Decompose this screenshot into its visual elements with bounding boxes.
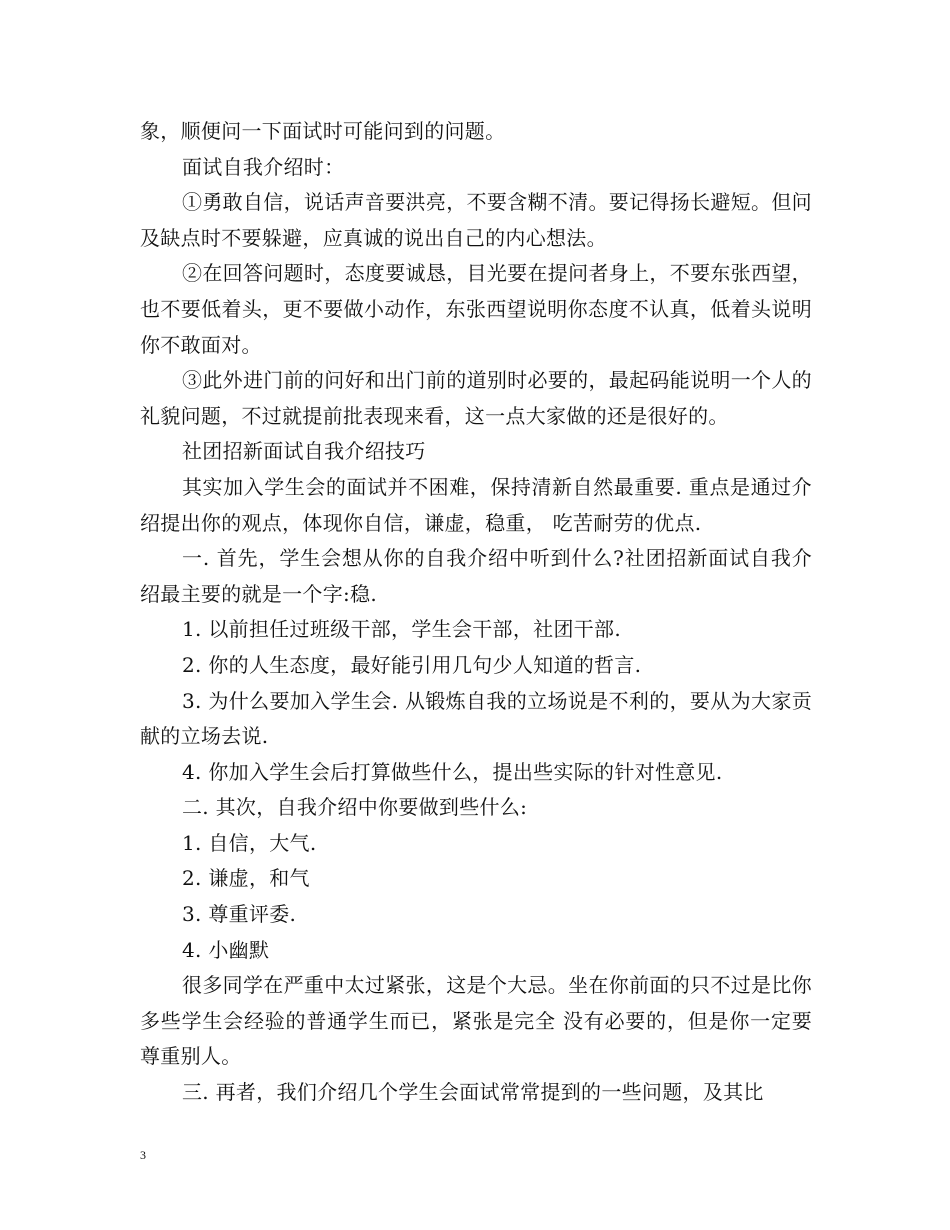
list-item: 3. 尊重评委. — [182, 902, 297, 927]
paragraph-point-2: ②在回答问题时，态度要诚恳，目光要在提问者身上，不要东张西望，也不要低着头，更不要做小动作，东张西望说明你态度不认真，低着头说明你不敢面对。 — [140, 261, 812, 357]
section-heading-tips: 社团招新面试自我介绍技巧 — [182, 439, 426, 464]
list-item: 1. 自信，大气. — [182, 830, 317, 855]
paragraph-heading-self-intro: 面试自我介绍时： — [182, 154, 345, 179]
list-item: 2. 你的人生态度，最好能引用几句少人知道的哲言. — [182, 652, 642, 677]
list-item: 1. 以前担任过班级干部，学生会干部，社团干部. — [182, 617, 621, 642]
list-item: 3. 为什么要加入学生会. 从锻炼自我的立场说是不利的，要从为大家贡献的立场去说. — [140, 688, 812, 749]
list-item: 2. 谦虚，和气 — [182, 866, 310, 891]
paragraph-intro: 其实加入学生会的面试并不困难，保持清新自然最重要. 重点是通过介绍提出你的观点，体现你自信，谦虚，稳重， 吃苦耐劳的优点. — [140, 474, 812, 535]
paragraph-section-one: 一. 首先，学生会想从你的自我介绍中听到什么?社团招新面试自我介绍最主要的就是一个字:稳. — [140, 546, 812, 606]
paragraph-continuation: 象，顺便问一下面试时可能问到的问题。 — [140, 119, 506, 143]
paragraph-point-1: ①勇敢自信，说话声音要洪亮，不要含糊不清。要记得扬长避短。但问及缺点时不要躲避，应真诚的说出自己的内心想法。 — [140, 190, 812, 250]
paragraph-advice: 很多同学在严重中太过紧张，这是个大忌。坐在你前面的只不过是比你多些学生会经验的普通学生而已，紧张是完全 没有必要的，但是你一定要尊重别人。 — [140, 973, 812, 1069]
list-item: 4. 你加入学生会后打算做些什么，提出些实际的针对性意见. — [182, 759, 723, 784]
list-item: 4. 小幽默 — [182, 937, 270, 962]
paragraph-section-three: 三. 再者，我们介绍几个学生会面试常常提到的一些问题，及其比 — [182, 1080, 764, 1105]
paragraph-section-two: 二. 其次，自我介绍中你要做到些什么: — [182, 795, 528, 820]
page-number: 3 — [140, 1148, 146, 1162]
document-body — [140, 114, 812, 1111]
paragraph-point-3: ③此外进门前的问好和出门前的道别时必要的，最起码能说明一个人的礼貌问题，不过就提前批表现来看，这一点大家做的还是很好的。 — [140, 368, 812, 428]
